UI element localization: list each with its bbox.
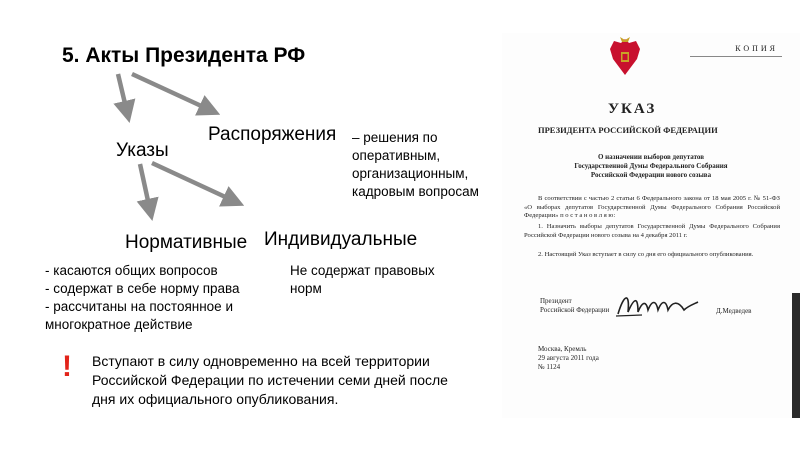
label-ukazy: Указы bbox=[116, 140, 169, 161]
signer-name: Д.Медведев bbox=[716, 307, 752, 315]
list-item: - рассчитаны на постоянное и bbox=[45, 299, 233, 314]
list-item: - содержат в себе норму права bbox=[45, 281, 240, 296]
arrow-to-rasporyazheniya bbox=[132, 74, 210, 110]
normativnye-points bbox=[45, 262, 240, 334]
arrow-to-ukazy bbox=[118, 74, 127, 112]
coat-of-arms-icon bbox=[606, 35, 644, 81]
bottom-note: Вступают в силу одновременно на всей территории Российской Федерации по истечении семи дней после дня их официального опубликования. bbox=[92, 353, 448, 407]
rasporyazheniya-note: – решения по оперативным, организационным, кадровым вопросам bbox=[352, 130, 479, 199]
label-rasporyazheniya: Распоряжения bbox=[208, 124, 337, 145]
signature-icon bbox=[612, 288, 702, 324]
list-item: - касаются общих вопросов bbox=[45, 263, 218, 278]
signer-position: Президент Российской Федерации bbox=[540, 297, 610, 314]
document-edge-shadow bbox=[792, 293, 800, 418]
arrow-to-normativnye bbox=[140, 164, 150, 210]
label-individualnye: Индивидуальные bbox=[264, 229, 418, 250]
copy-mark-line bbox=[690, 56, 782, 57]
arrow-to-individualnye bbox=[152, 163, 234, 201]
document-paragraph-2: 1. Назначить выборы депутатов Государственной Думы Федерального Собрания Российской Федерации нового созыва на 4 декабря 2011 г. bbox=[524, 223, 780, 239]
exclamation-icon: ! bbox=[62, 350, 72, 383]
document-heading: О назначении выборов депутатов Государственной Думы Федерального Собрания Российской Федерации нового созыва bbox=[574, 153, 728, 179]
place-date: Москва, Кремль 29 августа 2011 года № 1124 bbox=[538, 345, 599, 371]
decree-document-image bbox=[502, 33, 800, 418]
left-border bbox=[0, 0, 8, 450]
document-issuer: ПРЕЗИДЕНТА РОССИЙСКОЙ ФЕДЕРАЦИИ bbox=[538, 125, 718, 135]
document-type: УКАЗ bbox=[608, 101, 657, 117]
list-item: многократное действие bbox=[45, 317, 193, 332]
copy-mark: КОПИЯ bbox=[735, 44, 778, 53]
document-paragraph-1: В соответствии с частью 2 статьи 6 Федерального закона от 18 мая 2005 г. № 51-ФЗ «О выборах депутатов Государственной Думы Федерального Собрания Российской Федерации» п о с т а н о в л я ю: bbox=[524, 195, 780, 220]
label-normativnye: Нормативные bbox=[125, 232, 248, 253]
document-paragraph-3: 2. Настоящий Указ вступает в силу со дня его официального опубликования. bbox=[538, 251, 754, 258]
individualnye-note: Не содержат правовых норм bbox=[290, 263, 435, 296]
slide-title: 5. Акты Президента РФ bbox=[62, 44, 306, 67]
